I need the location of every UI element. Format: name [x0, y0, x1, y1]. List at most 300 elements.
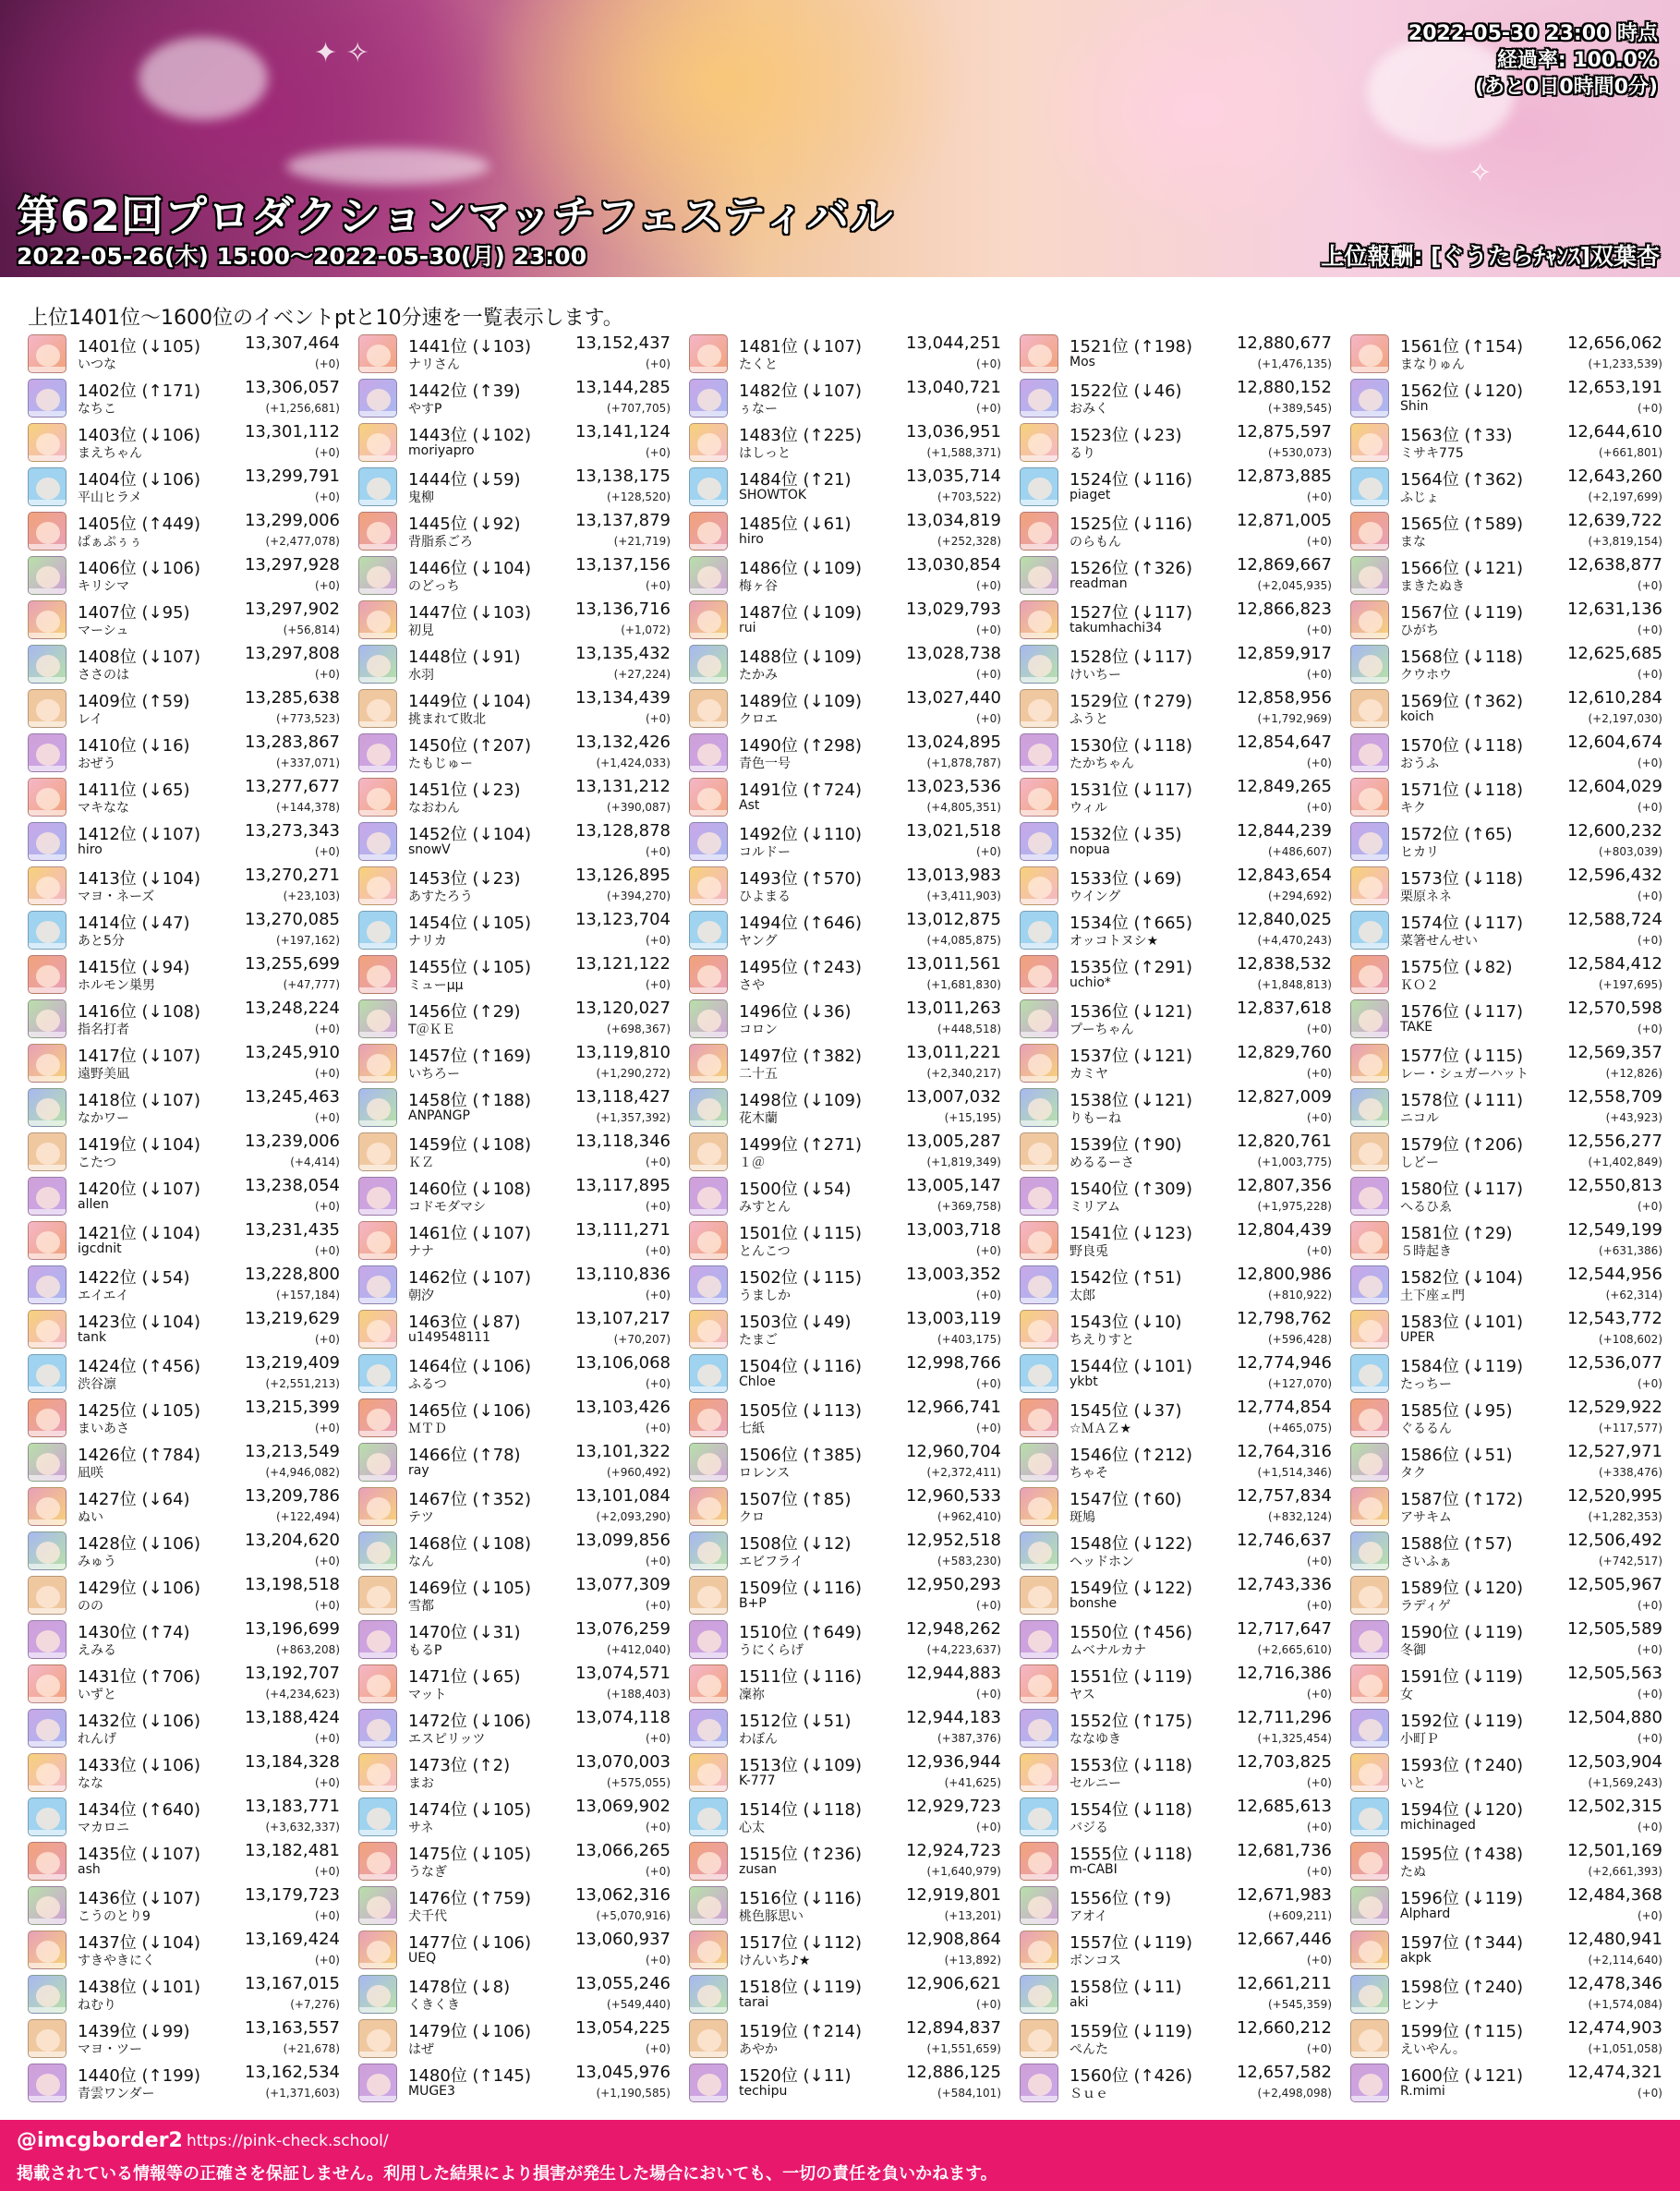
ten-minute-delta: (+1,476,135) — [1257, 357, 1332, 370]
ten-minute-delta: (+0) — [314, 357, 340, 370]
idol-card-avatar — [1350, 1487, 1389, 1526]
producer-name: zusan — [739, 1862, 777, 1877]
ten-minute-delta: (+2,477,078) — [265, 535, 340, 548]
idol-card-avatar — [28, 556, 66, 595]
ranking-row — [685, 1928, 1009, 1971]
ranking-row — [355, 1750, 678, 1794]
event-points: 12,503,904 — [1566, 1752, 1662, 1772]
rank-with-change: 1550位 (↑456) — [1070, 1623, 1193, 1642]
ten-minute-delta: (+0) — [645, 1422, 671, 1434]
rank-with-change: 1565位 (↑589) — [1400, 514, 1524, 534]
ten-minute-delta: (+369,758) — [937, 1200, 1001, 1213]
rank-with-change: 1560位 (↑426) — [1070, 2066, 1193, 2086]
producer-name: readman — [1070, 576, 1128, 591]
rank-with-change: 1405位 (↑449) — [78, 514, 201, 534]
producer-name: 初見 — [408, 623, 434, 638]
idol-card-avatar — [1350, 1088, 1389, 1127]
rank-with-change: 1529位 (↑279) — [1070, 692, 1193, 711]
ranking-row — [24, 1396, 347, 1439]
ranking-row — [1016, 952, 1339, 996]
ranking-row — [355, 952, 678, 996]
producer-name: ミリアム — [1070, 1200, 1121, 1215]
idol-card-avatar — [358, 2019, 397, 2058]
rank-with-change: 1468位 (↓108) — [408, 1534, 532, 1554]
ten-minute-delta: (+128,520) — [606, 490, 671, 503]
idol-card-avatar — [358, 1531, 397, 1570]
producer-name: はしっと — [739, 446, 791, 461]
idol-card-avatar — [689, 999, 728, 1038]
rank-with-change: 1483位 (↑225) — [739, 426, 863, 445]
producer-name: みすとん — [739, 1200, 791, 1215]
event-points: 13,163,557 — [244, 2018, 340, 2038]
event-points: 13,167,015 — [244, 1974, 340, 1993]
producer-name: 野良兎 — [1070, 1244, 1108, 1259]
producer-name: ふじょ — [1400, 490, 1439, 505]
idol-card-avatar — [689, 1576, 728, 1615]
producer-name: ムベナルカナ — [1070, 1643, 1147, 1658]
rank-with-change: 1420位 (↓107) — [78, 1180, 201, 1199]
ten-minute-delta: (+197,695) — [1598, 978, 1662, 991]
ten-minute-delta: (+631,386) — [1598, 1244, 1662, 1257]
producer-name: しどー — [1400, 1156, 1439, 1170]
ranking-row — [1016, 332, 1339, 375]
idol-card-avatar — [689, 1931, 728, 1969]
ranking-row — [1347, 1883, 1670, 1927]
ranking-row — [355, 1662, 678, 1705]
ten-minute-delta: (+1,792,969) — [1257, 712, 1332, 725]
event-points: 13,270,085 — [244, 910, 340, 929]
producer-name: ぺんた — [1070, 2042, 1108, 2057]
ranking-row — [685, 1307, 1009, 1350]
ranking-row — [1347, 598, 1670, 641]
ten-minute-delta: (+294,692) — [1267, 890, 1332, 902]
rank-with-change: 1428位 (↓106) — [78, 1534, 201, 1554]
event-points: 12,484,368 — [1566, 1885, 1662, 1905]
event-points: 12,671,983 — [1236, 1885, 1332, 1905]
rank-with-change: 1459位 (↓108) — [408, 1135, 532, 1155]
ten-minute-delta: (+0) — [314, 1954, 340, 1967]
producer-name: へるひゑ — [1400, 1200, 1452, 1215]
idol-card-avatar — [358, 1664, 397, 1703]
event-points: 13,132,426 — [574, 732, 671, 752]
idol-card-avatar — [1020, 911, 1058, 950]
rank-with-change: 1464位 (↓106) — [408, 1357, 532, 1376]
ranking-row — [24, 819, 347, 863]
ranking-row — [1347, 509, 1670, 552]
producer-name: snowV — [408, 842, 451, 857]
producer-name: エスピリッツ — [408, 1732, 486, 1747]
event-points: 12,929,723 — [905, 1797, 1001, 1816]
idol-card-avatar — [1350, 600, 1389, 639]
ten-minute-delta: (+2,551,213) — [265, 1377, 340, 1390]
idol-card-avatar — [689, 645, 728, 684]
ten-minute-delta: (+1,640,979) — [926, 1865, 1001, 1878]
rank-with-change: 1460位 (↓108) — [408, 1180, 532, 1199]
event-points: 13,228,800 — [244, 1265, 340, 1284]
event-points: 13,152,437 — [574, 333, 671, 353]
event-points: 12,757,834 — [1236, 1486, 1332, 1506]
event-points: 12,960,704 — [905, 1442, 1001, 1461]
producer-name: やすP — [408, 402, 442, 417]
idol-card-avatar — [28, 955, 66, 994]
rank-with-change: 1492位 (↓110) — [739, 825, 863, 844]
idol-card-avatar — [1020, 733, 1058, 772]
producer-name: 栗原ネネ — [1400, 890, 1452, 904]
idol-card-avatar — [1020, 1487, 1058, 1526]
idol-card-avatar — [1020, 1753, 1058, 1792]
event-points: 12,859,917 — [1236, 644, 1332, 663]
idol-card-avatar — [358, 1132, 397, 1171]
idol-card-avatar — [689, 1753, 728, 1792]
ranking-row — [1016, 509, 1339, 552]
event-points: 13,135,432 — [574, 644, 671, 663]
producer-name: うなぎ — [408, 1865, 447, 1880]
idol-card-avatar — [28, 2064, 66, 2102]
rank-with-change: 1438位 (↓101) — [78, 1978, 201, 1997]
producer-name: 桃色豚思い — [739, 1909, 804, 1924]
idol-card-avatar — [28, 689, 66, 728]
ranking-row — [1347, 332, 1670, 375]
idol-card-avatar — [689, 733, 728, 772]
idol-card-avatar — [689, 512, 728, 551]
event-period: 2022-05-26(木) 15:00～2022-05-30(月) 23:00 — [17, 243, 587, 270]
producer-name: たもじゅー — [408, 757, 473, 771]
ten-minute-delta: (+0) — [314, 1599, 340, 1612]
idol-card-avatar — [1020, 645, 1058, 684]
event-points: 13,213,549 — [244, 1442, 340, 1461]
producer-name: うにくらげ — [739, 1643, 804, 1658]
producer-name: Shin — [1400, 399, 1429, 414]
rank-with-change: 1453位 (↓23) — [408, 869, 521, 889]
ranking-row — [24, 465, 347, 508]
ten-minute-delta: (+773,523) — [275, 712, 340, 725]
producer-name: くきくき — [408, 1998, 460, 2013]
rank-with-change: 1538位 (↓121) — [1070, 1091, 1193, 1110]
idol-card-avatar — [1020, 1177, 1058, 1216]
idol-card-avatar — [689, 1842, 728, 1881]
idol-card-avatar — [689, 1798, 728, 1836]
producer-name: uchio* — [1070, 975, 1111, 990]
ranking-row — [24, 642, 347, 685]
idol-card-avatar — [358, 1443, 397, 1482]
ranking-row — [685, 420, 1009, 464]
event-points: 13,003,119 — [905, 1309, 1001, 1328]
rank-with-change: 1449位 (↓104) — [408, 692, 532, 711]
idol-card-avatar — [1350, 733, 1389, 772]
idol-card-avatar — [1350, 1221, 1389, 1260]
producer-name: 冬御 — [1400, 1643, 1426, 1658]
producer-name: 二十五 — [739, 1067, 778, 1082]
producer-name: なな — [78, 1776, 103, 1791]
ranking-row — [24, 997, 347, 1040]
producer-name: takumhachi34 — [1070, 621, 1162, 636]
ten-minute-delta: (+0) — [1306, 1067, 1332, 1080]
event-points: 12,478,346 — [1566, 1974, 1662, 1993]
producer-name: いずと — [78, 1688, 116, 1702]
ranking-row — [24, 1218, 347, 1262]
ranking-row — [1347, 2061, 1670, 2104]
event-points: 12,506,492 — [1566, 1531, 1662, 1550]
top-reward: 上位報酬: [ぐうたらﾁｬﾝｽ]双葉杏 — [1321, 243, 1660, 270]
producer-name: 青雲ワンダー — [78, 2087, 155, 2101]
event-points: 12,604,029 — [1566, 777, 1662, 796]
ten-minute-delta: (+530,073) — [1267, 446, 1332, 459]
event-points: 12,854,647 — [1236, 732, 1332, 752]
rank-with-change: 1507位 (↑85) — [739, 1490, 852, 1509]
idol-card-avatar — [358, 1975, 397, 2014]
event-points: 12,644,610 — [1566, 422, 1662, 442]
ten-minute-delta: (+389,545) — [1267, 402, 1332, 415]
event-points: 12,838,532 — [1236, 954, 1332, 974]
event-points: 13,029,793 — [905, 599, 1001, 619]
ranking-row — [685, 642, 1009, 685]
event-points: 12,638,877 — [1566, 555, 1662, 575]
ranking-row — [355, 509, 678, 552]
idol-card-avatar — [358, 1221, 397, 1260]
ten-minute-delta: (+0) — [1637, 890, 1662, 902]
ranking-row — [355, 1263, 678, 1306]
rank-with-change: 1570位 (↓118) — [1400, 736, 1524, 756]
ranking-row — [1016, 1706, 1339, 1749]
rank-with-change: 1448位 (↓91) — [408, 648, 521, 667]
site-url-link[interactable]: https://pink-check.school/ — [187, 2132, 389, 2150]
rank-with-change: 1419位 (↓104) — [78, 1135, 201, 1155]
producer-name: あと5分 — [78, 934, 125, 949]
ten-minute-delta: (+2,665,610) — [1257, 1643, 1332, 1656]
rank-with-change: 1511位 (↓116) — [739, 1667, 863, 1687]
ranking-row — [355, 819, 678, 863]
producer-name: nopua — [1070, 842, 1110, 857]
event-points: 13,119,810 — [574, 1043, 671, 1062]
producer-name: tank — [78, 1330, 107, 1345]
ranking-row — [685, 908, 1009, 951]
rank-with-change: 1515位 (↑236) — [739, 1845, 863, 1864]
producer-name: SHOWTOK — [739, 488, 807, 502]
event-points: 13,245,910 — [244, 1043, 340, 1062]
ranking-row — [685, 598, 1009, 641]
ten-minute-delta: (+0) — [645, 1599, 671, 1612]
idol-card-avatar — [28, 1177, 66, 1216]
rank-with-change: 1590位 (↓119) — [1400, 1623, 1524, 1642]
ranking-row — [1347, 1839, 1670, 1882]
idol-card-avatar — [1350, 512, 1389, 551]
rank-with-change: 1447位 (↓103) — [408, 603, 532, 623]
rank-with-change: 1544位 (↓101) — [1070, 1357, 1193, 1376]
twitter-handle[interactable]: @imcgborder2 — [17, 2129, 183, 2152]
ten-minute-delta: (+2,372,411) — [926, 1466, 1001, 1479]
idol-card-avatar — [1020, 1221, 1058, 1260]
event-points: 12,596,432 — [1566, 866, 1662, 885]
ranking-row — [24, 1307, 347, 1350]
ranking-row — [1016, 376, 1339, 419]
producer-name: igcdnit — [78, 1241, 122, 1256]
ranking-row — [24, 1750, 347, 1794]
producer-name: いと — [1400, 1776, 1426, 1791]
rank-with-change: 1418位 (↓107) — [78, 1091, 201, 1110]
ranking-row — [1347, 1928, 1670, 1971]
rank-with-change: 1489位 (↓109) — [739, 692, 863, 711]
producer-name: タク — [1400, 1466, 1426, 1481]
ranking-column — [1347, 332, 1670, 2105]
producer-name: のどっち — [408, 579, 460, 594]
ranking-row — [685, 1706, 1009, 1749]
event-points: 13,045,976 — [574, 2063, 671, 2082]
idol-card-avatar — [1350, 1531, 1389, 1570]
rank-with-change: 1490位 (↑298) — [739, 736, 863, 756]
ten-minute-delta: (+0) — [645, 845, 671, 858]
rank-with-change: 1584位 (↓119) — [1400, 1357, 1524, 1376]
rank-with-change: 1561位 (↑154) — [1400, 337, 1524, 357]
producer-name: koich — [1400, 709, 1434, 724]
rank-with-change: 1474位 (↓105) — [408, 1800, 532, 1820]
ten-minute-delta: (+832,124) — [1267, 1510, 1332, 1523]
producer-name: 鬼柳 — [408, 490, 434, 505]
event-points: 12,998,766 — [905, 1353, 1001, 1373]
idol-card-avatar — [1020, 1088, 1058, 1127]
idol-card-avatar — [358, 1576, 397, 1615]
rank-with-change: 1519位 (↑214) — [739, 2022, 863, 2041]
idol-card-avatar — [1020, 999, 1058, 1038]
rank-with-change: 1585位 (↓95) — [1400, 1401, 1513, 1421]
idol-card-avatar — [689, 600, 728, 639]
ranking-row — [24, 1440, 347, 1483]
ten-minute-delta: (+0) — [314, 1111, 340, 1124]
ranking-row — [685, 1085, 1009, 1129]
event-points: 12,774,854 — [1236, 1398, 1332, 1417]
ranking-row — [24, 731, 347, 774]
rank-with-change: 1545位 (↓37) — [1070, 1401, 1182, 1421]
event-points: 13,183,771 — [244, 1797, 340, 1816]
ranking-row — [1016, 1839, 1339, 1882]
event-points: 13,169,424 — [244, 1930, 340, 1949]
producer-name: マヨ・ネーズ — [78, 890, 155, 904]
event-points: 12,643,260 — [1566, 466, 1662, 486]
ten-minute-delta: (+0) — [1637, 934, 1662, 947]
ranking-row — [1016, 598, 1339, 641]
ranking-row — [685, 775, 1009, 818]
disclaimer: 掲載されている情報等の正確さを保証しません。利用した結果により損害が発生した場合においても、一切の責任を負いかねます。 — [17, 2164, 997, 2184]
rank-with-change: 1487位 (↓109) — [739, 603, 863, 623]
rank-with-change: 1555位 (↓118) — [1070, 1845, 1193, 1864]
rank-with-change: 1505位 (↓113) — [739, 1401, 863, 1421]
producer-name: なおわん — [408, 801, 460, 816]
idol-card-avatar — [1350, 955, 1389, 994]
idol-card-avatar — [1350, 1576, 1389, 1615]
event-points: 12,584,412 — [1566, 954, 1662, 974]
producer-name: はぜ — [408, 2042, 434, 2057]
event-points: 13,101,084 — [574, 1486, 671, 1506]
producer-name: tarai — [739, 1995, 769, 2010]
ranking-row — [355, 642, 678, 685]
ten-minute-delta: (+0) — [1306, 623, 1332, 636]
idol-card-avatar — [689, 689, 728, 728]
idol-card-avatar — [358, 1398, 397, 1437]
event-points: 13,107,217 — [574, 1309, 671, 1328]
ranking-row — [1347, 775, 1670, 818]
ranking-row — [355, 376, 678, 419]
event-points: 12,880,677 — [1236, 333, 1332, 353]
ranking-row — [355, 598, 678, 641]
idol-card-avatar — [1350, 822, 1389, 861]
producer-name: たかちゃん — [1070, 757, 1134, 771]
ranking-row — [685, 1795, 1009, 1838]
idol-card-avatar — [1350, 689, 1389, 728]
event-points: 13,027,440 — [905, 688, 1001, 708]
ten-minute-delta: (+117,577) — [1598, 1422, 1662, 1434]
ranking-row — [355, 1085, 678, 1129]
ranking-row — [24, 420, 347, 464]
idol-card-avatar — [358, 2064, 397, 2102]
producer-name: めるるーさ — [1070, 1156, 1134, 1170]
idol-card-avatar — [28, 1310, 66, 1349]
event-points: 13,198,518 — [244, 1575, 340, 1594]
ranking-row — [1016, 1795, 1339, 1838]
producer-name: みゅう — [78, 1555, 116, 1569]
ranking-row — [1347, 1573, 1670, 1616]
idol-card-avatar — [28, 866, 66, 905]
ten-minute-delta: (+0) — [975, 668, 1001, 681]
rank-with-change: 1566位 (↓121) — [1400, 559, 1524, 578]
ranking-row — [24, 1662, 347, 1705]
ranking-row — [1347, 2016, 1670, 2060]
producer-name: ささのは — [78, 668, 129, 683]
rank-with-change: 1592位 (↓119) — [1400, 1712, 1524, 1731]
producer-name: のらもん — [1070, 535, 1121, 550]
rank-with-change: 1552位 (↑175) — [1070, 1712, 1193, 1731]
producer-name: 七紙 — [739, 1422, 765, 1436]
producer-name: えみる — [78, 1643, 116, 1658]
idol-card-avatar — [689, 334, 728, 373]
ranking-row — [355, 1928, 678, 1971]
idol-card-avatar — [1020, 1398, 1058, 1437]
ten-minute-delta: (+0) — [975, 1422, 1001, 1434]
event-points: 12,480,941 — [1566, 1930, 1662, 1949]
rank-with-change: 1518位 (↓119) — [739, 1978, 863, 1997]
ranking-row — [24, 686, 347, 730]
producer-name: すきやきにく — [78, 1954, 155, 1968]
ten-minute-delta: (+0) — [314, 1865, 340, 1878]
event-points: 13,137,879 — [574, 511, 671, 530]
ten-minute-delta: (+0) — [1306, 1821, 1332, 1834]
rank-with-change: 1582位 (↓104) — [1400, 1268, 1524, 1288]
ranking-row — [355, 1130, 678, 1173]
ten-minute-delta: (+1,256,681) — [265, 402, 340, 415]
rank-with-change: 1513位 (↓109) — [739, 1756, 863, 1775]
ten-minute-delta: (+0) — [1306, 535, 1332, 548]
ten-minute-delta: (+0) — [1306, 1555, 1332, 1568]
ranking-row — [355, 2061, 678, 2104]
producer-name: hiro — [78, 842, 103, 857]
idol-card-avatar — [689, 1398, 728, 1437]
event-points: 13,021,518 — [905, 821, 1001, 841]
event-points: 12,474,321 — [1566, 2063, 1662, 2082]
ranking-row — [355, 1883, 678, 1927]
rank-with-change: 1502位 (↓115) — [739, 1268, 863, 1288]
event-points: 12,948,262 — [905, 1619, 1001, 1639]
ranking-row — [1347, 1130, 1670, 1173]
producer-name: ヒンナ — [1400, 1998, 1439, 2013]
idol-card-avatar — [1020, 1709, 1058, 1748]
rank-with-change: 1498位 (↓109) — [739, 1091, 863, 1110]
event-points: 12,505,967 — [1566, 1575, 1662, 1594]
ten-minute-delta: (+0) — [645, 1289, 671, 1301]
idol-card-avatar — [28, 999, 66, 1038]
idol-card-avatar — [28, 778, 66, 817]
ranking-row — [24, 2016, 347, 2060]
rank-with-change: 1573位 (↓118) — [1400, 869, 1524, 889]
ranking-row — [1347, 1795, 1670, 1838]
ten-minute-delta: (+0) — [975, 845, 1001, 858]
